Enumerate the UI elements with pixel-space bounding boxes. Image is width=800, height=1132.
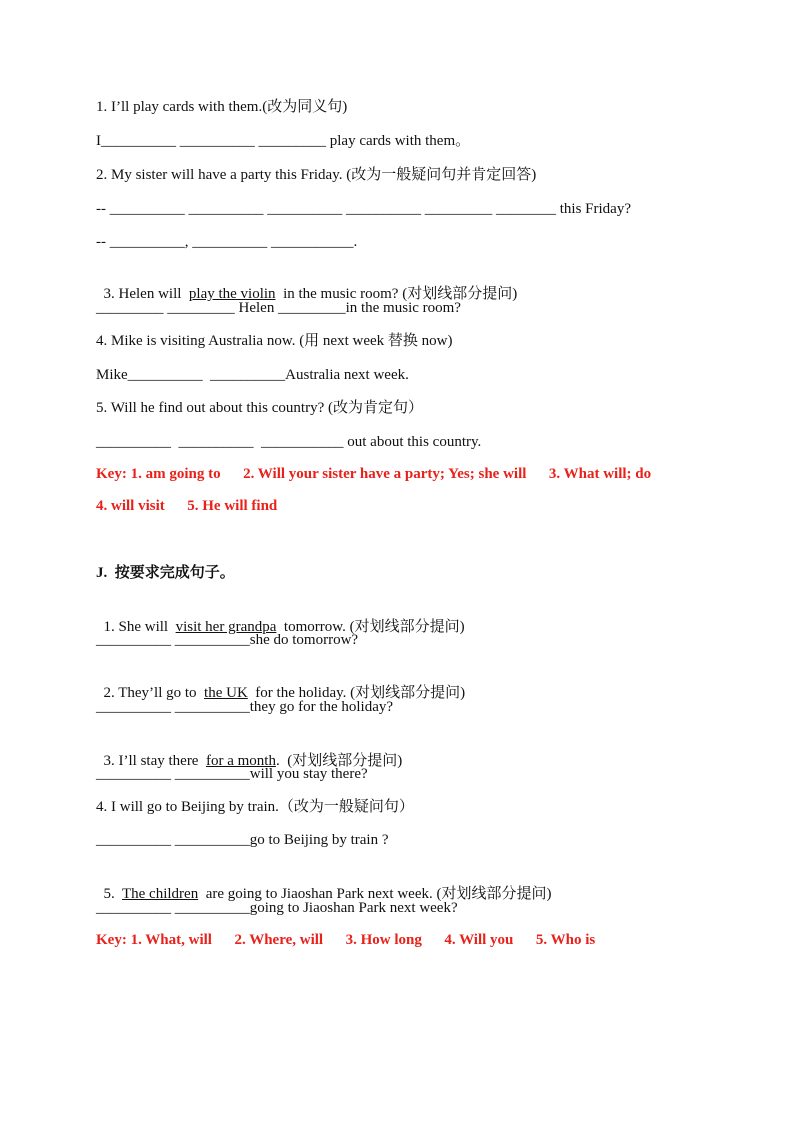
j-answer-blank-5: __________ __________going to Jiaoshan Park next week? xyxy=(96,900,458,916)
j-answer-blank-4: __________ __________go to Beijing by train ? xyxy=(96,832,389,848)
j-question-5-post: are going to Jiaoshan Park next week. (对划线部分提问) xyxy=(198,886,552,902)
question-3-post: in the music room? (对划线部分提问) xyxy=(275,286,518,302)
answer-key-line-2: 4. will visit 5. He will find xyxy=(96,498,278,514)
j-question-5-pre: 5. xyxy=(103,886,122,902)
j-question-4: 4. I will go to Beijing by train.（改为一般疑问句） xyxy=(96,799,414,815)
answer-blank-5: __________ __________ ___________ out about this country. xyxy=(96,434,482,450)
question-2: 2. My sister will have a party this Friday. (改为一般疑问句并肯定回答) xyxy=(96,167,537,183)
question-1: 1. I’ll play cards with them.(改为同义句) xyxy=(96,99,348,115)
answer-blank-3: _________ _________ Helen _________in the music room? xyxy=(96,300,461,316)
j-question-3-post: . (对划线部分提问) xyxy=(275,753,403,769)
answer-blank-2b: -- __________, __________ ___________. xyxy=(96,234,358,250)
question-5: 5. Will he find out about this country? (改为肯定句） xyxy=(96,400,423,416)
answer-key-line-1: Key: 1. am going to 2. Will your sister have a party; Yes; she will 3. What will; do xyxy=(96,466,652,482)
j-question-1-post: tomorrow. (对划线部分提问) xyxy=(276,619,465,635)
j-question-1-underlined: visit her grandpa xyxy=(175,619,277,635)
answer-blank-1: I__________ __________ _________ play cards with them。 xyxy=(96,133,471,149)
question-3-underlined: play the violin xyxy=(188,286,276,302)
j-question-3-pre: 3. I’ll stay there xyxy=(103,753,206,769)
j-answer-blank-1: __________ __________she do tomorrow? xyxy=(96,632,359,648)
section-j-heading: J. 按要求完成句子。 xyxy=(96,565,235,581)
j-question-1-pre: 1. She will xyxy=(103,619,176,635)
j-question-2-post: for the holiday. (对划线部分提问) xyxy=(247,685,466,701)
j-question-3-underlined: for a month xyxy=(205,753,276,769)
j-question-5-underlined: The children xyxy=(121,886,199,902)
j-answer-blank-3: __________ __________will you stay there? xyxy=(96,766,368,782)
answer-blank-4: Mike__________ __________Australia next week. xyxy=(96,367,409,383)
answer-blank-2a: -- __________ __________ __________ __________ _________ ________ this Friday? xyxy=(96,201,631,217)
j-question-2-underlined: the UK xyxy=(204,685,248,701)
j-question-2-pre: 2. They’ll go to xyxy=(103,685,205,701)
j-answer-key: Key: 1. What, will 2. Where, will 3. How long 4. Will you 5. Who is xyxy=(96,932,596,948)
question-4: 4. Mike is visiting Australia now. (用 next week 替换 now) xyxy=(96,333,453,349)
j-answer-blank-2: __________ __________they go for the holiday? xyxy=(96,699,394,715)
question-3-pre: 3. Helen will xyxy=(103,286,189,302)
